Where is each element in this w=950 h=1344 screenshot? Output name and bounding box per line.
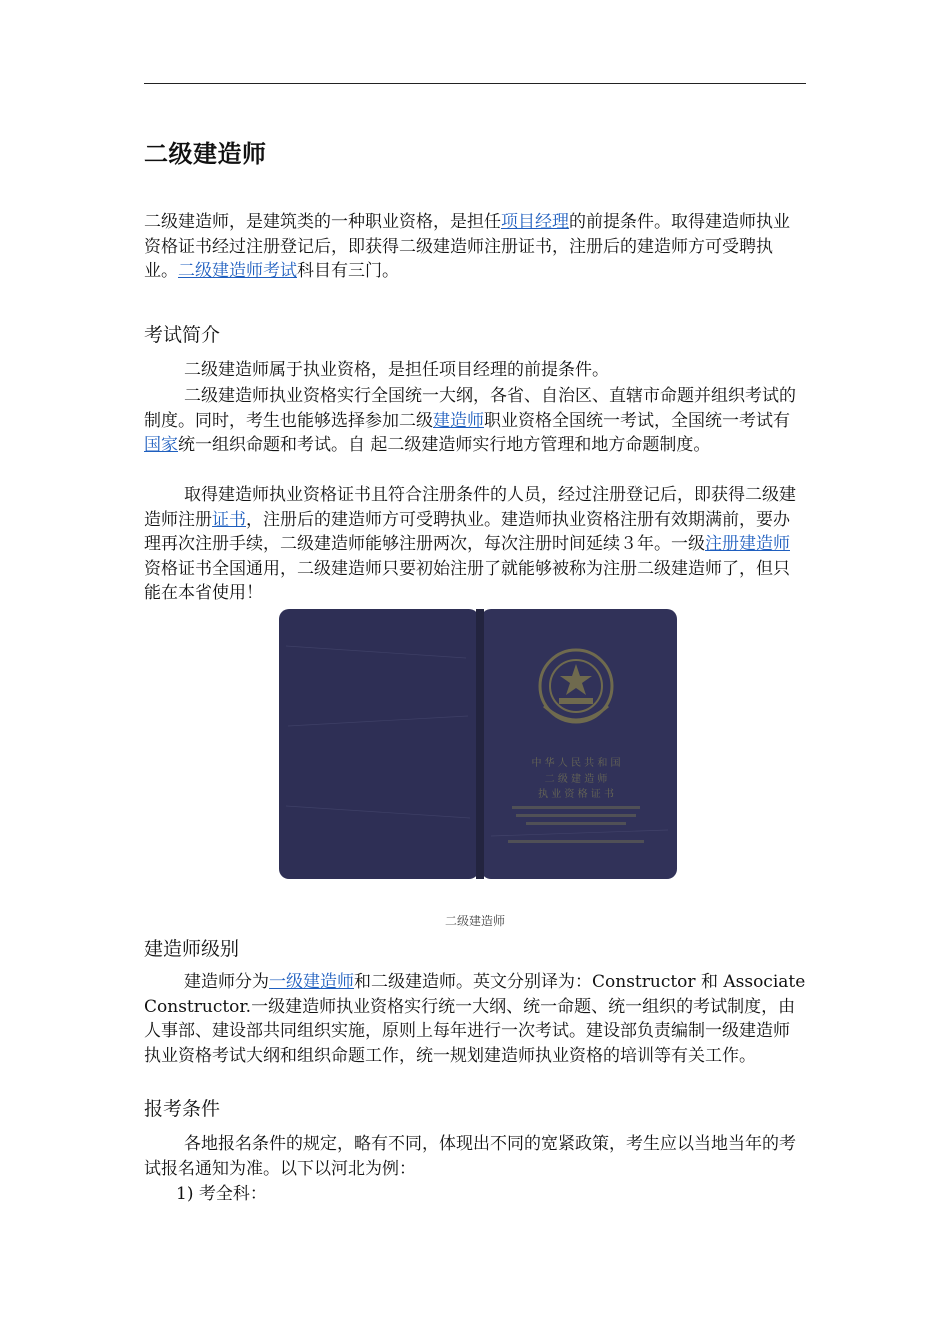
link-first-class-constructor[interactable]: 一级建造师 xyxy=(269,972,354,992)
section-heading-apply: 报考条件 xyxy=(144,1098,221,1120)
section-heading-level: 建造师级别 xyxy=(144,938,240,960)
section-heading-exam: 考试简介 xyxy=(144,324,221,346)
cover-left xyxy=(279,609,479,879)
cover-line-3: 执 业 资 格 证 书 xyxy=(538,789,614,800)
exam-p3-text-1: 取得建造师执业资格证书且符合注册条件的人员，经过注册登记后，即获得二级建造师注册 xyxy=(144,485,796,530)
exam-p3-text-2: ，注册后的建造师方可受聘执业。建造师执业资格注册有效期满前，要办理再次注册手续，二级建造师能够注册两次，每次注册时间延续３年。一级 xyxy=(144,509,790,554)
intro-text-2: 的前提条件。取得建造师执业资格证书经过注册登记后，即获得二级建造师注册证书，注册后的建造师方可受聘执业。 xyxy=(144,212,790,281)
intro-text-3: 科目有三门。 xyxy=(297,261,399,281)
exam-p2-text-1: 二级建造师执业资格实行全国统一大纲，各省、自治区、直辖市命题并组织考试的制度。同时，考生也能够选择参加二级 xyxy=(144,386,796,431)
image-caption: 二级建造师 xyxy=(444,914,505,928)
link-registered-constructor[interactable]: 注册建造师 xyxy=(705,534,790,554)
intro-paragraph xyxy=(144,210,806,284)
header-rule xyxy=(144,83,806,84)
link-project-manager[interactable]: 项目经理 xyxy=(501,212,569,232)
cover-title-text xyxy=(531,756,620,800)
exam-paragraph-2 xyxy=(144,384,806,458)
level-p1-text-2: 和二级建造师。英文分别译为：Constructor 和 Associate Constructor.一级建造师执业资格实行统一大纲、统一命题、统一组织的考试制度，由人事部、建设部共同组织实施，原则上每年进行一次考试。建设部负责编制一级建造师执业资格考试大纲和组织命题工作，统一规划建造师执业资格的培训等有关工作。 xyxy=(144,972,806,1066)
certificate-photo xyxy=(276,606,678,882)
exam-p2-text-3: 统一组织命题和考试。自 起二级建造师实行地方管理和地方命题制度。 xyxy=(178,435,711,455)
exam-p3-text-3: 资格证书全国通用，二级建造师只要初始注册了就能够被称为注册二级建造师了，但只能在本省使用！ xyxy=(144,558,790,603)
intro-text-1: 二级建造师，是建筑类的一种职业资格，是担任 xyxy=(144,212,501,232)
apply-list-item-1: 1) 考全科： xyxy=(176,1184,267,1204)
exam-paragraph-3 xyxy=(144,483,806,606)
link-constructor[interactable]: 建造师 xyxy=(433,410,484,431)
link-nation[interactable]: 国家 xyxy=(144,435,178,455)
level-p1-text-1: 建造师分为 xyxy=(184,972,269,992)
apply-paragraph-1: 各地报名条件的规定，略有不同，体现出不同的宽紧政策，考生应以当地当年的考试报名通知为准。以下以河北为例： xyxy=(144,1134,796,1179)
link-exam[interactable]: 二级建造师考试 xyxy=(178,261,297,281)
exam-p2-text-2: 职业资格全国统一考试，全国统一考试有 xyxy=(484,410,790,431)
cover-line-2: 二 级 建 造 师 xyxy=(544,774,608,785)
cover-spine xyxy=(476,609,484,879)
cover-line-1: 中 华 人 民 共 和 国 xyxy=(531,758,621,769)
page-title: 二级建造师 xyxy=(144,140,267,168)
level-paragraph-1 xyxy=(144,970,806,1068)
exam-paragraph-1: 二级建造师属于执业资格，是担任项目经理的前提条件。 xyxy=(184,360,609,380)
link-certificate[interactable]: 证书 xyxy=(212,509,246,530)
emblem-icon xyxy=(540,650,612,722)
